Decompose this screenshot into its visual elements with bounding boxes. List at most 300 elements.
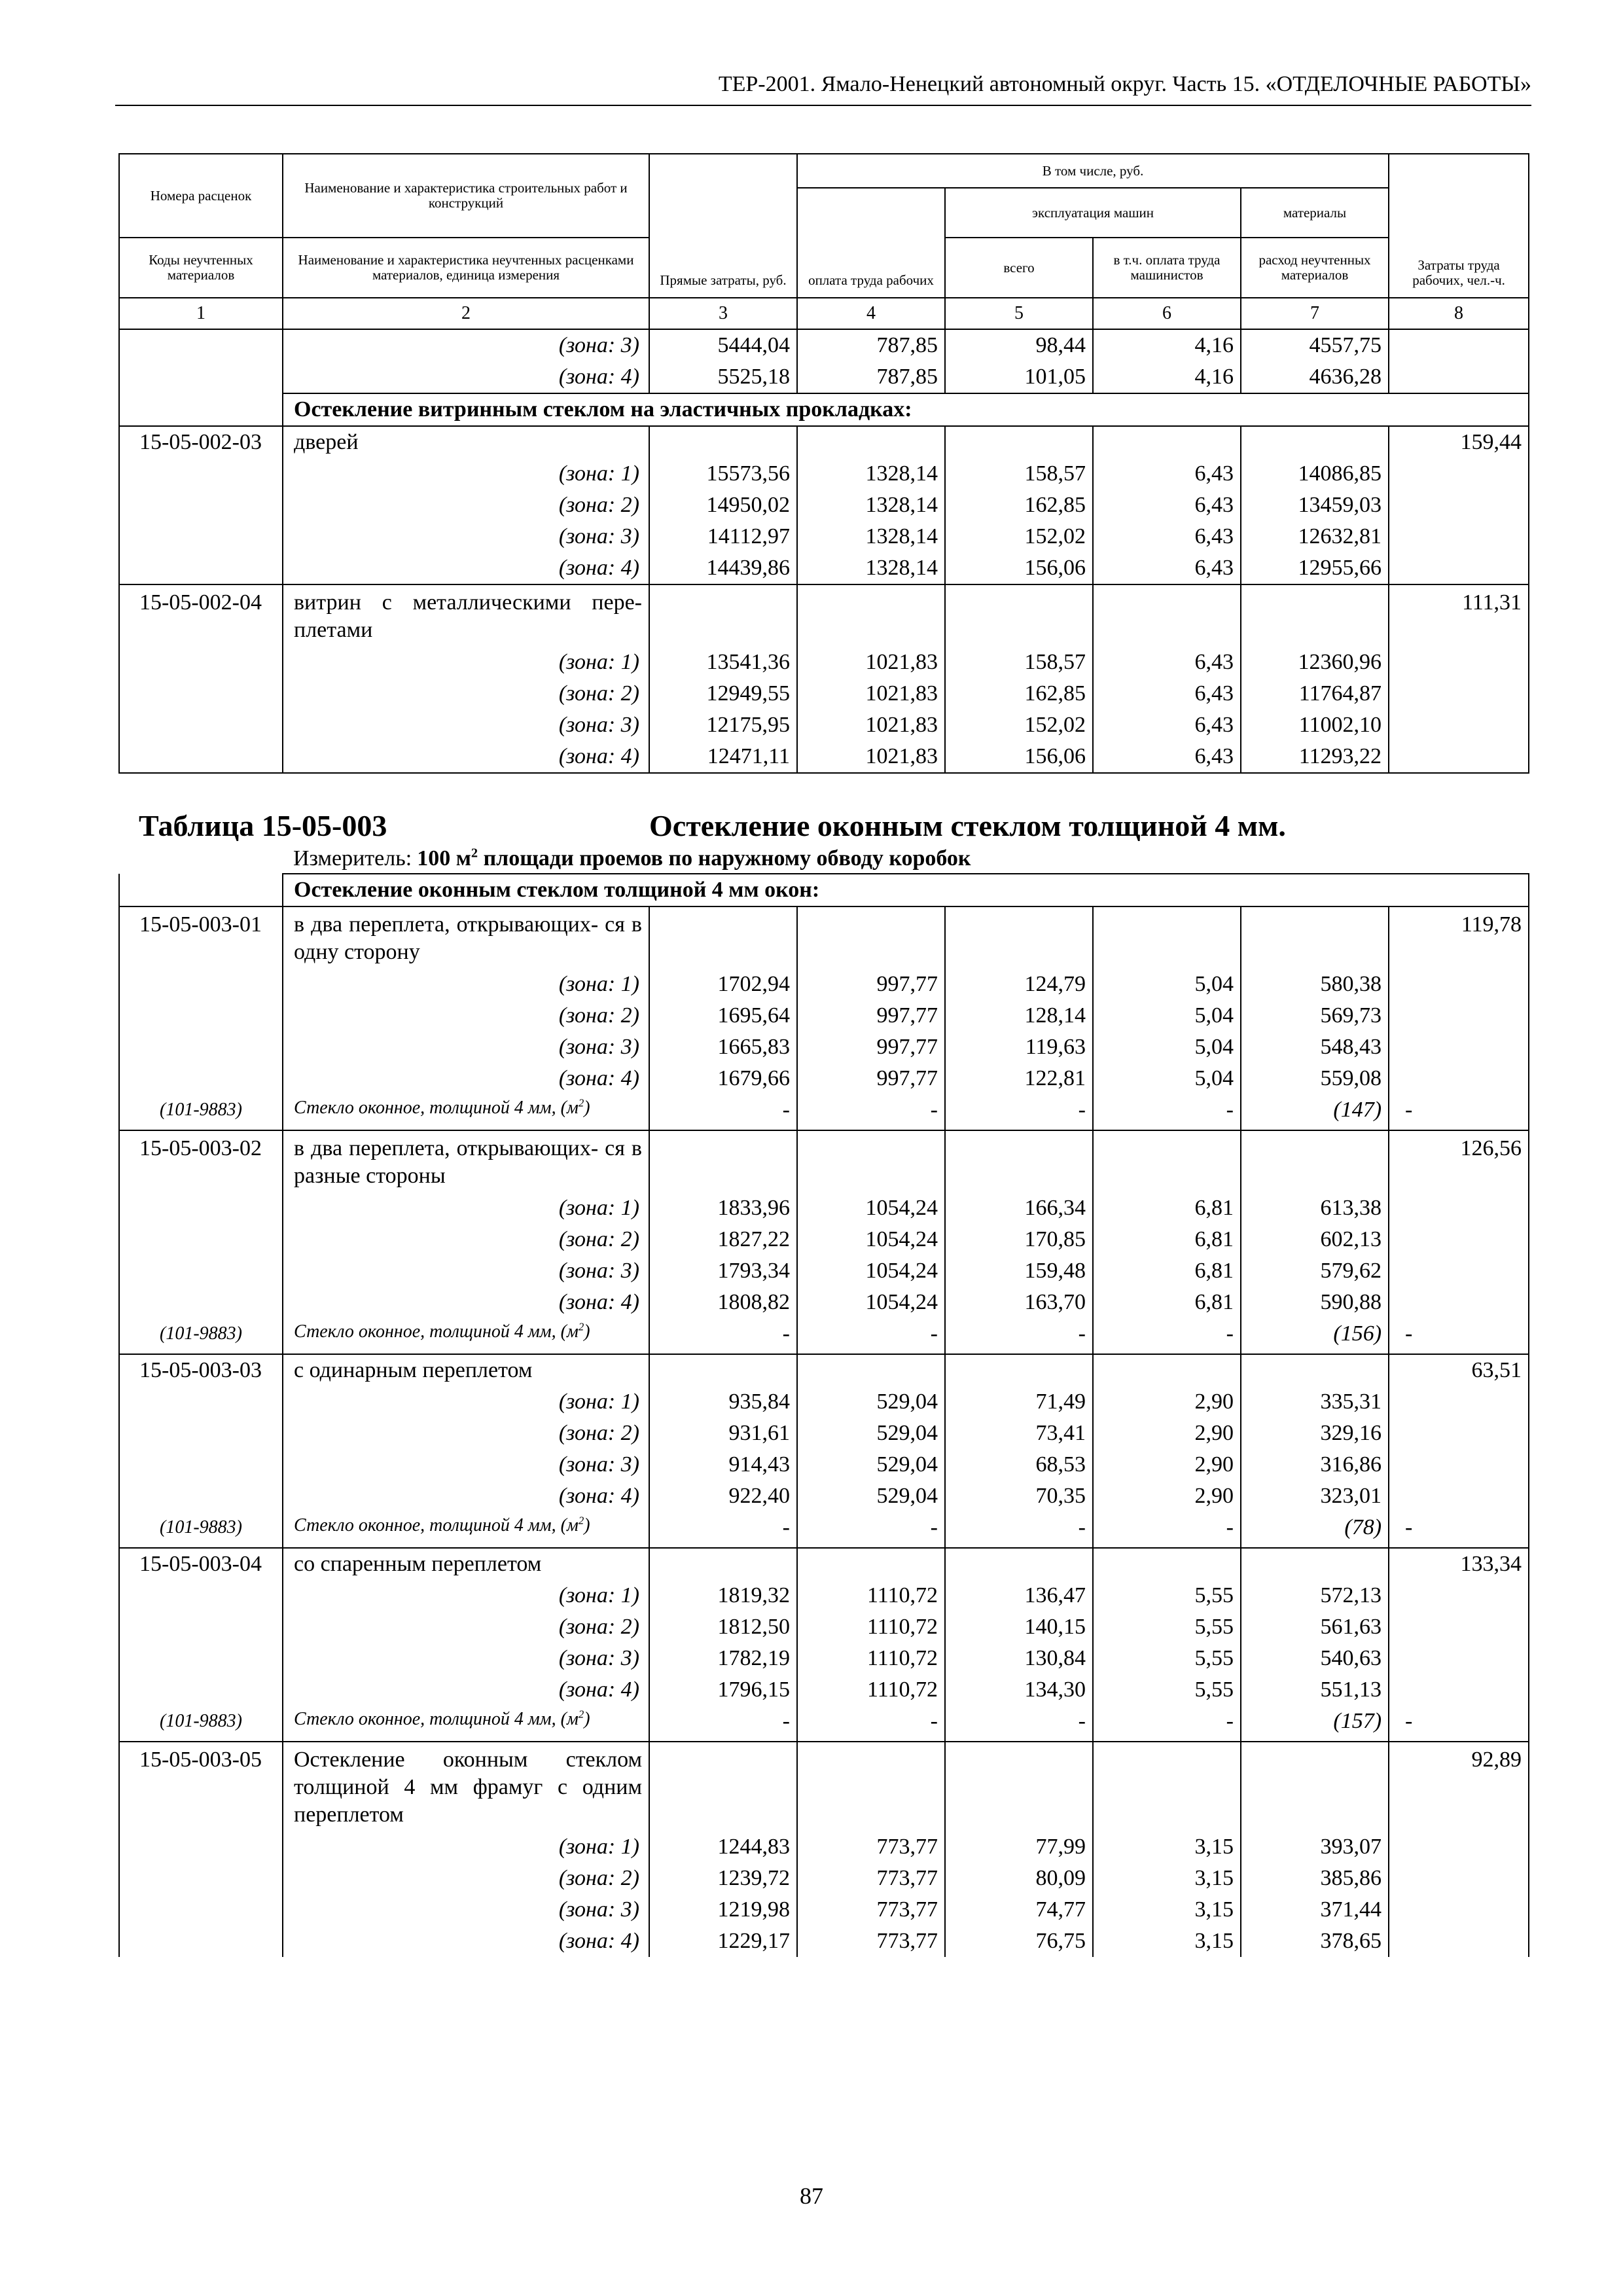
dash-cell: -	[945, 1318, 1093, 1354]
value-cell: 4557,75	[1241, 329, 1389, 361]
col-worker-pay: оплата труда рабочих	[797, 188, 945, 298]
dash-cell: -	[945, 1512, 1093, 1548]
value-cell: 1021,83	[797, 741, 945, 773]
zone-label: (зона: 4)	[283, 1926, 649, 1957]
table-row	[119, 1193, 1529, 1224]
value-cell: 1695,64	[649, 1000, 797, 1031]
table-row	[119, 1224, 1529, 1255]
value-cell: 5,55	[1093, 1674, 1241, 1706]
rate-code-cell	[119, 458, 283, 490]
column-numbers-row	[119, 298, 1529, 329]
value-cell: 12632,81	[1241, 521, 1389, 552]
section-row	[119, 874, 1529, 906]
zone-label: (зона: 3)	[283, 1255, 649, 1287]
value-cell	[649, 1130, 797, 1193]
value-cell: 1021,83	[797, 647, 945, 678]
value-cell: 152,02	[945, 521, 1093, 552]
labor-cell	[1389, 647, 1529, 678]
rate-code-cell	[119, 393, 283, 426]
rate-code-cell	[119, 329, 283, 361]
value-cell: 119,63	[945, 1031, 1093, 1063]
material-name	[283, 1706, 649, 1742]
value-cell: 561,63	[1241, 1611, 1389, 1643]
zone-label: (зона: 3)	[283, 1643, 649, 1674]
section-row	[119, 393, 1529, 426]
value-cell: 914,43	[649, 1449, 797, 1480]
value-cell: 162,85	[945, 678, 1093, 709]
col-group-machines: эксплуатация машин	[945, 188, 1241, 238]
table-row	[119, 1863, 1529, 1894]
rate-code-cell	[119, 647, 283, 678]
rate-code: 15-05-002-04	[119, 584, 283, 647]
value-cell: 12471,11	[649, 741, 797, 773]
table-row	[119, 678, 1529, 709]
rate-code-cell	[119, 1449, 283, 1480]
material-name-close: )	[584, 1515, 590, 1535]
zone-label: (зона: 2)	[283, 1418, 649, 1449]
labor-cell	[1389, 1224, 1529, 1255]
value-cell: 1827,22	[649, 1224, 797, 1255]
labor-cell	[1389, 1287, 1529, 1318]
column-number: 4	[797, 298, 945, 329]
dash-cell: -	[1389, 1318, 1529, 1354]
value-cell	[1241, 1548, 1389, 1580]
rate-code-cell	[119, 1894, 283, 1926]
measure-unit-sup: 2	[471, 846, 478, 861]
zone-label: (зона: 1)	[283, 969, 649, 1000]
value-cell: 922,40	[649, 1480, 797, 1512]
rate-code-cell	[119, 1031, 283, 1063]
value-cell	[945, 1354, 1093, 1386]
table-row	[119, 1386, 1529, 1418]
material-name-text: Стекло оконное, толщиной 4 мм, (м	[294, 1709, 579, 1729]
labor-cell	[1389, 552, 1529, 584]
value-cell	[649, 1742, 797, 1831]
rate-code-cell	[119, 1674, 283, 1706]
value-cell: 787,85	[797, 361, 945, 393]
material-name-text: Стекло оконное, толщиной 4 мм, (м	[294, 1098, 579, 1118]
value-cell: 14086,85	[1241, 458, 1389, 490]
dash-cell: -	[797, 1512, 945, 1548]
value-cell	[1241, 1130, 1389, 1193]
work-name: дверей	[283, 426, 649, 458]
value-cell: 540,63	[1241, 1643, 1389, 1674]
value-cell: 130,84	[945, 1643, 1093, 1674]
labor-cell	[1389, 1255, 1529, 1287]
rate-code-cell	[119, 1643, 283, 1674]
rate-code-cell	[119, 490, 283, 521]
material-name-text: Стекло оконное, толщиной 4 мм, (м	[294, 1515, 579, 1535]
value-cell: 569,73	[1241, 1000, 1389, 1031]
value-cell: 5,04	[1093, 1000, 1241, 1031]
value-cell	[797, 584, 945, 647]
table-row	[119, 552, 1529, 584]
column-number: 5	[945, 298, 1093, 329]
labor-cell	[1389, 741, 1529, 773]
rate-code-cell	[119, 741, 283, 773]
table-row	[119, 329, 1529, 361]
labor-cell	[1389, 1063, 1529, 1094]
column-number: 7	[1241, 298, 1389, 329]
value-cell: 14112,97	[649, 521, 797, 552]
value-cell: 613,38	[1241, 1193, 1389, 1224]
value-cell: 14439,86	[649, 552, 797, 584]
table-row	[119, 1255, 1529, 1287]
table-row	[119, 1287, 1529, 1318]
value-cell: 13459,03	[1241, 490, 1389, 521]
zone-label: (зона: 2)	[283, 1000, 649, 1031]
value-cell	[945, 1130, 1093, 1193]
labor-cell	[1389, 1386, 1529, 1418]
table-row	[119, 1063, 1529, 1094]
value-cell: 128,14	[945, 1000, 1093, 1031]
material-unit-sup: 2	[578, 1514, 584, 1527]
value-cell: 1328,14	[797, 490, 945, 521]
value-cell: 6,81	[1093, 1255, 1241, 1287]
zone-label: (зона: 4)	[283, 1674, 649, 1706]
material-unit-sup: 2	[578, 1708, 584, 1721]
value-cell: 158,57	[945, 458, 1093, 490]
value-cell: 5,55	[1093, 1611, 1241, 1643]
material-row	[119, 1094, 1529, 1130]
dash-cell: -	[649, 1094, 797, 1130]
value-cell: 590,88	[1241, 1287, 1389, 1318]
measure-label: Измеритель:	[293, 846, 412, 870]
value-cell: 6,81	[1093, 1193, 1241, 1224]
material-code: (101-9883)	[119, 1318, 283, 1354]
material-row	[119, 1706, 1529, 1742]
zone-label: (зона: 4)	[283, 1480, 649, 1512]
zone-label: (зона: 3)	[283, 329, 649, 361]
value-cell: 5,55	[1093, 1643, 1241, 1674]
table-row	[119, 1643, 1529, 1674]
labor-cell	[1389, 1926, 1529, 1957]
work-name: с одинарным переплетом	[283, 1354, 649, 1386]
table-row	[119, 647, 1529, 678]
value-cell: 11764,87	[1241, 678, 1389, 709]
rate-code-cell	[119, 1193, 283, 1224]
zone-label: (зона: 4)	[283, 552, 649, 584]
table-row	[119, 1674, 1529, 1706]
value-cell: 335,31	[1241, 1386, 1389, 1418]
value-cell: 773,77	[797, 1863, 945, 1894]
value-cell: 4636,28	[1241, 361, 1389, 393]
rate-code-cell	[119, 1386, 283, 1418]
value-cell: 156,06	[945, 552, 1093, 584]
value-cell	[797, 426, 945, 458]
rate-code-cell	[119, 361, 283, 393]
rates-table	[118, 153, 1529, 1957]
table-title-row	[119, 808, 1529, 844]
dash-cell: -	[1389, 1512, 1529, 1548]
labor-value: 111,31	[1389, 584, 1529, 647]
zone-label: (зона: 2)	[283, 678, 649, 709]
value-cell: 136,47	[945, 1580, 1093, 1611]
value-cell: 71,49	[945, 1386, 1093, 1418]
table-title: Остекление оконным стеклом толщиной 4 мм.	[649, 809, 1286, 842]
col-rate-numbers: Номера расценок	[119, 154, 283, 238]
labor-cell	[1389, 458, 1529, 490]
rate-code-cell	[119, 1580, 283, 1611]
value-cell: 385,86	[1241, 1863, 1389, 1894]
labor-cell	[1389, 678, 1529, 709]
value-cell: 323,01	[1241, 1480, 1389, 1512]
measure-rest: площади проемов по наружному обводу коробок	[478, 846, 971, 870]
value-cell: 98,44	[945, 329, 1093, 361]
value-cell: 1229,17	[649, 1926, 797, 1957]
value-cell	[1241, 906, 1389, 969]
labor-value: 63,51	[1389, 1354, 1529, 1386]
value-cell: 2,90	[1093, 1418, 1241, 1449]
spacer	[119, 773, 1529, 808]
table-header	[119, 154, 1529, 329]
rate-code: 15-05-003-04	[119, 1548, 283, 1580]
zone-label: (зона: 1)	[283, 1193, 649, 1224]
value-cell: 6,43	[1093, 647, 1241, 678]
material-qty: (147)	[1241, 1094, 1389, 1130]
zone-label: (зона: 2)	[283, 1224, 649, 1255]
value-cell: 1328,14	[797, 521, 945, 552]
value-cell: 6,43	[1093, 490, 1241, 521]
table-row	[119, 1831, 1529, 1863]
value-cell: 3,15	[1093, 1831, 1241, 1863]
labor-cell	[1389, 1480, 1529, 1512]
value-cell	[649, 426, 797, 458]
value-cell	[945, 906, 1093, 969]
value-cell: 156,06	[945, 741, 1093, 773]
rate-code-cell	[119, 678, 283, 709]
work-name: в два переплета, открывающих- ся в разные стороны	[283, 1130, 649, 1193]
zone-label: (зона: 1)	[283, 1831, 649, 1863]
rate-code-cell	[119, 1611, 283, 1643]
value-cell: 140,15	[945, 1611, 1093, 1643]
col-labor-costs: Затраты труда рабочих, чел.-ч.	[1389, 154, 1529, 298]
value-cell: 77,99	[945, 1831, 1093, 1863]
value-cell: 13541,36	[649, 647, 797, 678]
value-cell: 773,77	[797, 1831, 945, 1863]
value-cell	[1093, 584, 1241, 647]
value-cell: 773,77	[797, 1926, 945, 1957]
labor-cell	[1389, 1831, 1529, 1863]
dash-cell: -	[649, 1706, 797, 1742]
rate-code-cell	[119, 1926, 283, 1957]
table-row	[119, 490, 1529, 521]
labor-cell	[1389, 1193, 1529, 1224]
value-cell	[1093, 1548, 1241, 1580]
value-cell: 559,08	[1241, 1063, 1389, 1094]
dash-cell: -	[1093, 1706, 1241, 1742]
table-row	[119, 458, 1529, 490]
measure-row	[119, 844, 1529, 874]
value-cell	[797, 1130, 945, 1193]
value-cell: 76,75	[945, 1926, 1093, 1957]
value-cell: 68,53	[945, 1449, 1093, 1480]
value-cell: 15573,56	[649, 458, 797, 490]
value-cell: 1021,83	[797, 709, 945, 741]
material-qty: (156)	[1241, 1318, 1389, 1354]
rate-code-cell	[119, 521, 283, 552]
value-cell: 3,15	[1093, 1894, 1241, 1926]
rate-code-cell	[119, 1063, 283, 1094]
zone-label: (зона: 2)	[283, 1863, 649, 1894]
dash-cell: -	[1093, 1094, 1241, 1130]
rate-code-cell	[119, 1480, 283, 1512]
item-row	[119, 426, 1529, 458]
value-cell	[945, 584, 1093, 647]
material-qty: (157)	[1241, 1706, 1389, 1742]
value-cell: 5,04	[1093, 969, 1241, 1000]
labor-cell	[1389, 709, 1529, 741]
value-cell: 1819,32	[649, 1580, 797, 1611]
work-name: в два переплета, открывающих- ся в одну сторону	[283, 906, 649, 969]
rate-code-cell	[119, 552, 283, 584]
material-name-text: Стекло оконное, толщиной 4 мм, (м	[294, 1321, 579, 1342]
value-cell: 529,04	[797, 1386, 945, 1418]
value-cell: 997,77	[797, 969, 945, 1000]
col-group-including: В том числе, руб.	[797, 154, 1389, 188]
item-row	[119, 1130, 1529, 1193]
rate-code: 15-05-003-03	[119, 1354, 283, 1386]
zone-label: (зона: 4)	[283, 741, 649, 773]
rate-code-cell	[119, 1418, 283, 1449]
rate-code: 15-05-003-01	[119, 906, 283, 969]
measure-spacer	[119, 844, 283, 874]
value-cell: 5444,04	[649, 329, 797, 361]
rate-code-cell	[119, 874, 283, 906]
value-cell: 12955,66	[1241, 552, 1389, 584]
rate-code: 15-05-003-05	[119, 1742, 283, 1831]
value-cell	[1241, 584, 1389, 647]
col-direct-costs: Прямые затраты, руб.	[649, 154, 797, 298]
labor-cell	[1389, 521, 1529, 552]
value-cell: 5525,18	[649, 361, 797, 393]
value-cell	[649, 1548, 797, 1580]
rate-code-cell	[119, 1287, 283, 1318]
labor-cell	[1389, 969, 1529, 1000]
value-cell	[797, 1548, 945, 1580]
value-cell	[1093, 426, 1241, 458]
value-cell: 124,79	[945, 969, 1093, 1000]
labor-value: 159,44	[1389, 426, 1529, 458]
value-cell: 14950,02	[649, 490, 797, 521]
value-cell: 378,65	[1241, 1926, 1389, 1957]
header-rule	[115, 105, 1531, 106]
value-cell: 997,77	[797, 1063, 945, 1094]
measure-text	[283, 844, 1529, 874]
value-cell: 163,70	[945, 1287, 1093, 1318]
labor-cell	[1389, 1643, 1529, 1674]
material-name	[283, 1512, 649, 1548]
value-cell: 6,43	[1093, 678, 1241, 709]
value-cell: 170,85	[945, 1224, 1093, 1255]
material-row	[119, 1318, 1529, 1354]
value-cell	[797, 1742, 945, 1831]
value-cell: 73,41	[945, 1418, 1093, 1449]
value-cell	[1093, 1130, 1241, 1193]
value-cell: 1219,98	[649, 1894, 797, 1926]
value-cell: 1796,15	[649, 1674, 797, 1706]
labor-cell	[1389, 1000, 1529, 1031]
table-row	[119, 1418, 1529, 1449]
zone-label: (зона: 1)	[283, 647, 649, 678]
zone-label: (зона: 2)	[283, 1611, 649, 1643]
value-cell: 2,90	[1093, 1449, 1241, 1480]
value-cell: 1054,24	[797, 1193, 945, 1224]
dash-cell: -	[797, 1094, 945, 1130]
table-number: Таблица 15-05-003	[139, 809, 387, 842]
value-cell	[945, 1742, 1093, 1831]
value-cell	[945, 426, 1093, 458]
value-cell: 12949,55	[649, 678, 797, 709]
value-cell	[797, 1354, 945, 1386]
work-name: со спаренным переплетом	[283, 1548, 649, 1580]
value-cell	[945, 1548, 1093, 1580]
value-cell: 5,04	[1093, 1031, 1241, 1063]
column-number: 3	[649, 298, 797, 329]
value-cell	[649, 1354, 797, 1386]
work-name: Остекление оконным стеклом толщиной 4 мм фрамуг с одним переплетом	[283, 1742, 649, 1831]
table-row	[119, 969, 1529, 1000]
table-row	[119, 1449, 1529, 1480]
value-cell: 329,16	[1241, 1418, 1389, 1449]
material-qty: (78)	[1241, 1512, 1389, 1548]
material-name-close: )	[584, 1098, 590, 1118]
labor-cell	[1389, 1894, 1529, 1926]
dash-cell: -	[1389, 1706, 1529, 1742]
zone-label: (зона: 4)	[283, 1287, 649, 1318]
col-machines-total: всего	[945, 238, 1093, 298]
item-row	[119, 1742, 1529, 1831]
zone-label: (зона: 1)	[283, 458, 649, 490]
value-cell: 1054,24	[797, 1287, 945, 1318]
labor-value: 119,78	[1389, 906, 1529, 969]
rate-code-cell	[119, 1831, 283, 1863]
measure-value: 100 м	[417, 846, 471, 870]
table-row	[119, 361, 1529, 393]
value-cell: 6,43	[1093, 521, 1241, 552]
zone-label: (зона: 1)	[283, 1386, 649, 1418]
value-cell: 1665,83	[649, 1031, 797, 1063]
value-cell: 158,57	[945, 647, 1093, 678]
value-cell: 572,13	[1241, 1580, 1389, 1611]
value-cell: 11293,22	[1241, 741, 1389, 773]
value-cell: 1833,96	[649, 1193, 797, 1224]
material-code: (101-9883)	[119, 1094, 283, 1130]
dash-cell: -	[797, 1318, 945, 1354]
value-cell: 122,81	[945, 1063, 1093, 1094]
zone-label: (зона: 3)	[283, 709, 649, 741]
section-heading: Остекление оконным стеклом толщиной 4 мм окон:	[283, 874, 1529, 906]
zone-label: (зона: 3)	[283, 1894, 649, 1926]
rate-code-cell	[119, 1255, 283, 1287]
table-row	[119, 1894, 1529, 1926]
dash-cell: -	[649, 1512, 797, 1548]
labor-value: 133,34	[1389, 1548, 1529, 1580]
labor-cell	[1389, 1031, 1529, 1063]
table-row	[119, 521, 1529, 552]
value-cell: 602,13	[1241, 1224, 1389, 1255]
value-cell: 1244,83	[649, 1831, 797, 1863]
zone-label: (зона: 3)	[283, 1031, 649, 1063]
value-cell: 11002,10	[1241, 709, 1389, 741]
rate-code: 15-05-002-03	[119, 426, 283, 458]
material-unit-sup: 2	[578, 1096, 584, 1109]
value-cell	[1241, 426, 1389, 458]
col-machinist-pay: в т.ч. оплата труда машинистов	[1093, 238, 1241, 298]
value-cell: 931,61	[649, 1418, 797, 1449]
dash-cell: -	[649, 1318, 797, 1354]
value-cell: 1110,72	[797, 1580, 945, 1611]
